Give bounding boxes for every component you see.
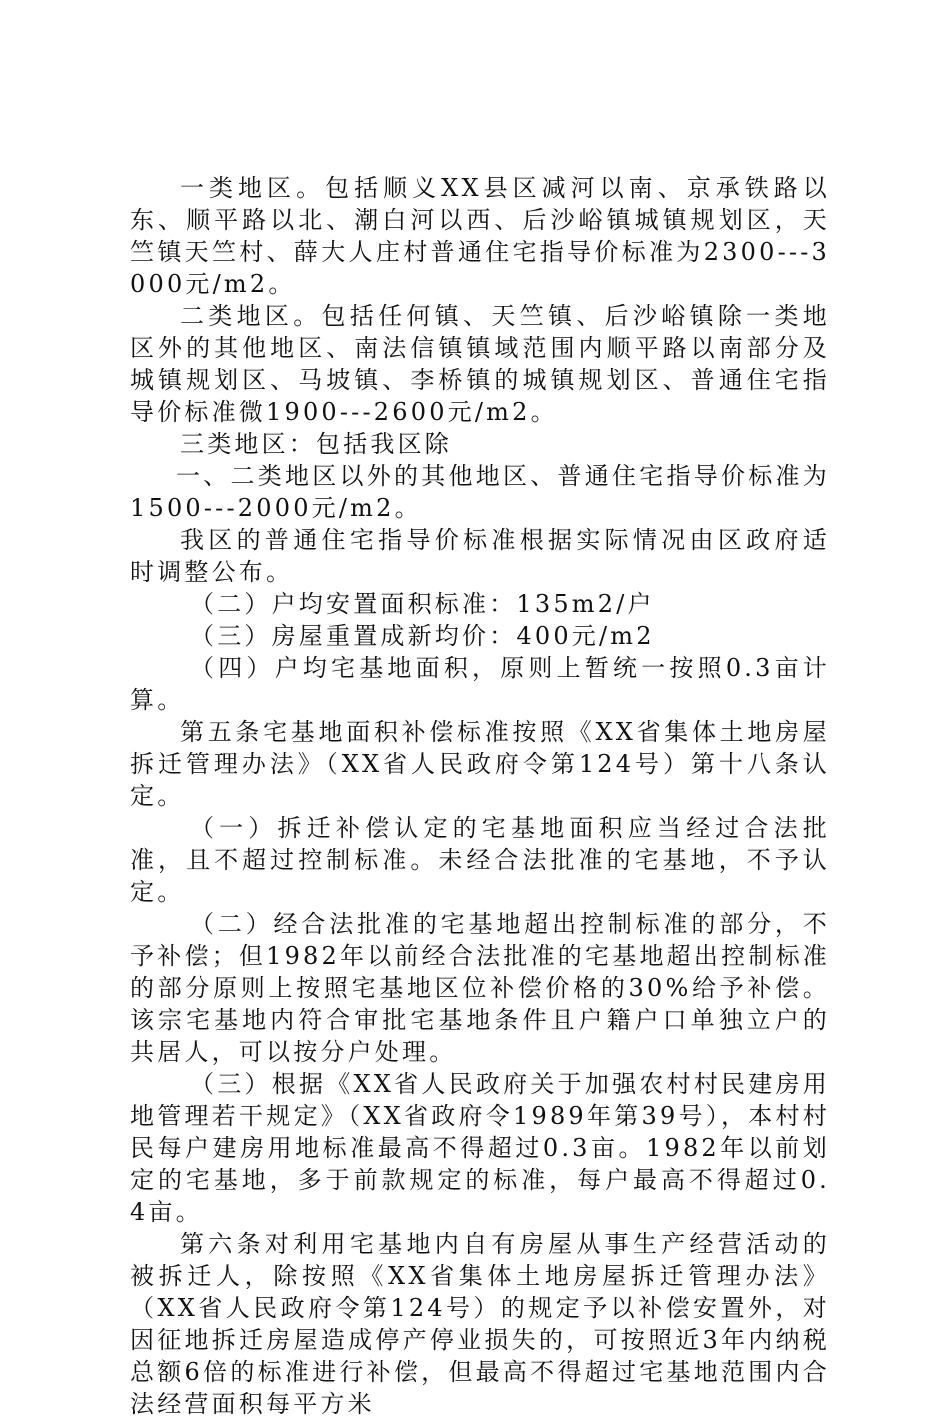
- paragraph-class-three-area: 三类地区：包括我区除: [180, 430, 452, 458]
- document-page: [130, 172, 830, 1420]
- paragraph-resettlement-area: （二）户均安置面积标准：135m2/户: [190, 590, 655, 618]
- paragraph-class-two-area: 二类地区。包括任何镇、天竺镇、后沙峪镇除一类地区外的其他地区、南法信镇镇域范围内顺平路以南部分及城镇规划区、马坡镇、李桥镇的城镇规划区、普通住宅指导价标准微1900---2600元/m2。: [130, 302, 830, 426]
- paragraph-article-five-item-three: （三）根据《XX省人民政府关于加强农村村民建房用地管理若干规定》（XX省政府令1989年第39号），本村村民每户建房用地标准最高不得超过0.3亩。1982年以前划定的宅基地，多于前款规定的标准，每户最高不得超过0.4亩。: [130, 1070, 830, 1226]
- paragraph-article-six: 第六条对利用宅基地内自有房屋从事生产经营活动的被拆迁人，除按照《XX省集体土地房屋拆迁管理办法》（XX省人民政府令第124号）的规定予以补偿安置外，对因征地拆迁房屋造成停产停业损失的，可按照近3年内纳税总额6倍的标准进行补偿，但最高不得超过宅基地范围内合法经营面积每平方米: [130, 1230, 830, 1418]
- paragraph-replacement-price: （三）房屋重置成新均价：400元/m2: [190, 622, 655, 650]
- paragraph-article-five-item-one: （一）拆迁补偿认定的宅基地面积应当经过合法批准，且不超过控制标准。未经合法批准的宅基地，不予认定。: [130, 814, 830, 906]
- paragraph-class-three-continued: 一、二类地区以外的其他地区、普通住宅指导价标准为1500---2000元/m2。: [130, 462, 830, 522]
- paragraph-class-one-area: 一类地区。包括顺义XX县区减河以南、京承铁路以东、顺平路以北、潮白河以西、后沙峪镇城镇规划区，天竺镇天竺村、薛大人庄村普通住宅指导价标准为2300---3000元/m2。: [130, 174, 830, 298]
- paragraph-article-five: 第五条宅基地面积补偿标准按照《XX省集体土地房屋拆迁管理办法》（XX省人民政府令第124号）第十八条认定。: [130, 718, 830, 810]
- paragraph-price-adjustment: 我区的普通住宅指导价标准根据实际情况由区政府适时调整公布。: [130, 526, 830, 586]
- paragraph-article-five-item-two: （二）经合法批准的宅基地超出控制标准的部分，不予补偿；但1982年以前经合法批准的宅基地超出控制标准的部分原则上按照宅基地区位补偿价格的30%给予补偿。该宗宅基地内符合审批宅基地条件且户籍户口单独立户的共居人，可以按分户处理。: [130, 910, 830, 1066]
- paragraph-homestead-area: （四）户均宅基地面积，原则上暂统一按照0.3亩计算。: [130, 654, 830, 714]
